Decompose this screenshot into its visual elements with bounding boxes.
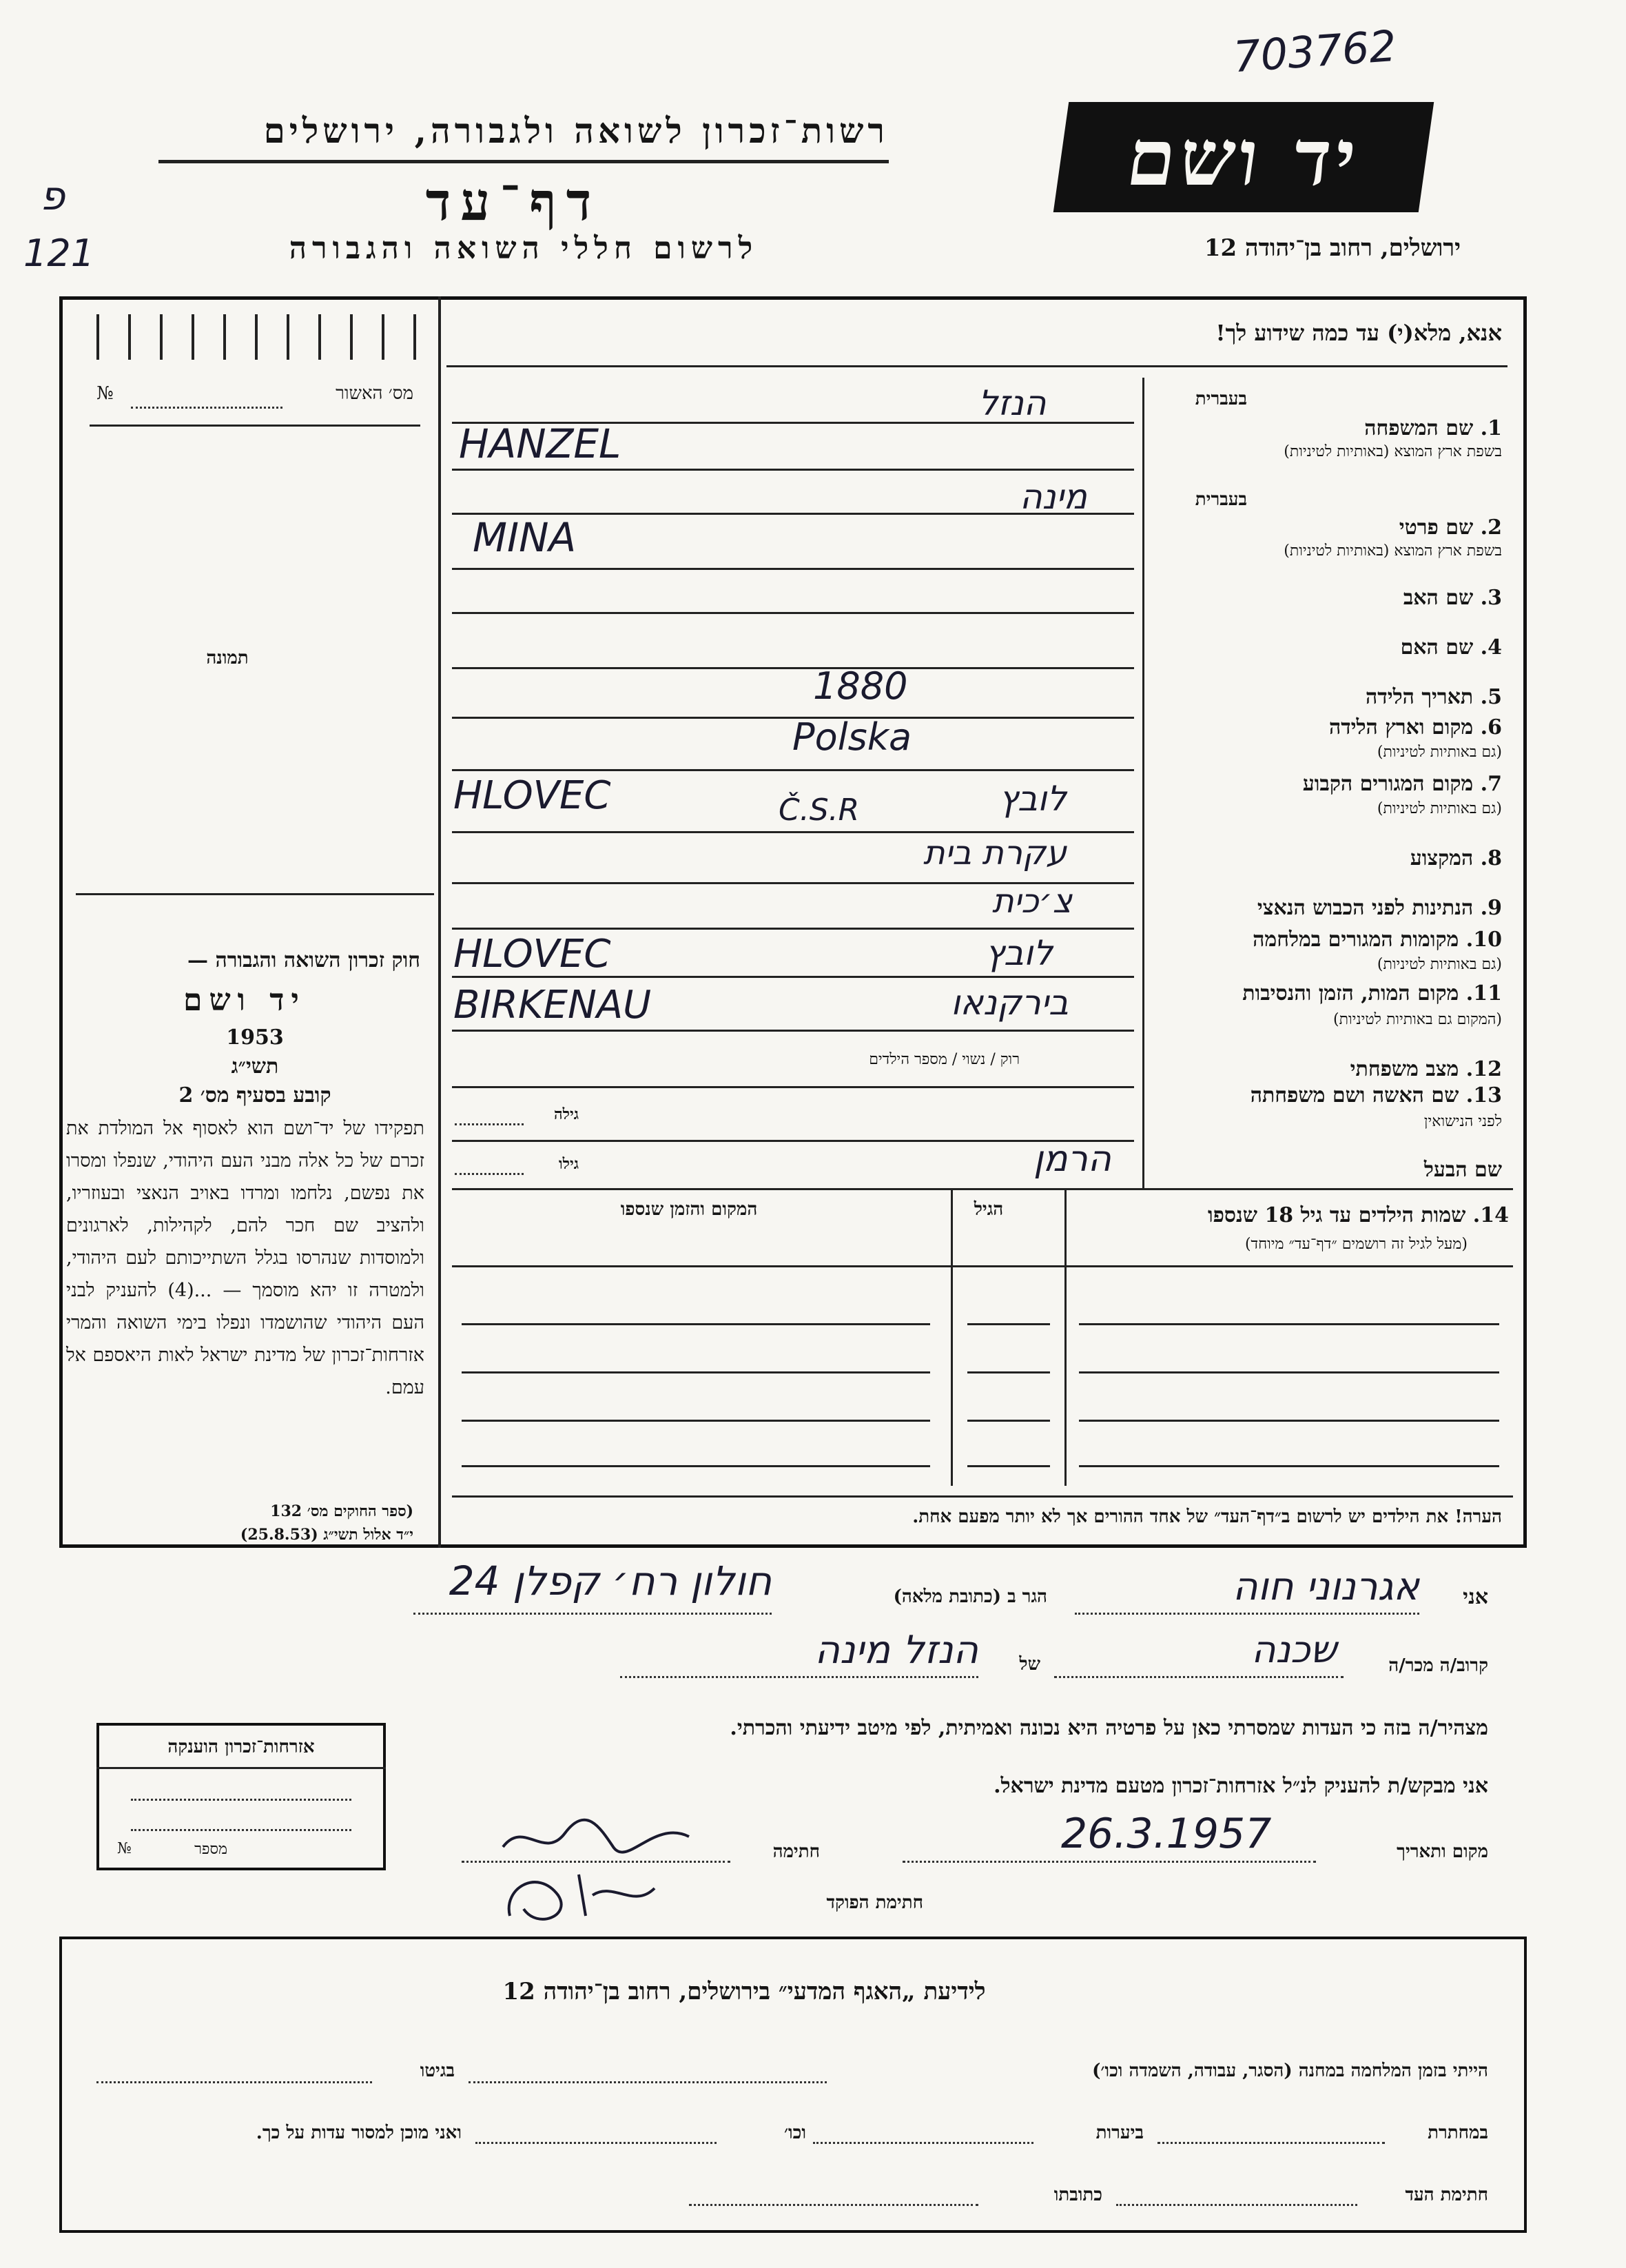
- child-row-line: [462, 1420, 930, 1422]
- footer-dots: [813, 2142, 1033, 2144]
- margin-mark-bottom: 121: [23, 232, 95, 275]
- f14-num: 14.: [1472, 1203, 1509, 1227]
- law-ref-2: י״ד אלול תשי״ג (25.8.53): [240, 1526, 413, 1544]
- citizenship-dots: [131, 1799, 351, 1801]
- value-line: [452, 667, 1134, 669]
- f8-num: 8.: [1480, 846, 1502, 870]
- decl-relative-label: קרוב/ה מכר/ה: [1388, 1655, 1488, 1676]
- f13-label-text: שם האשה ושם משפחתה: [1250, 1083, 1459, 1107]
- children-col-divider: [951, 1189, 953, 1486]
- decl-address: חולון רח׳ קפלן 24: [449, 1557, 772, 1604]
- f7-sub: (גם באותיות לטיניות): [1377, 800, 1502, 817]
- citizenship-title-rule: [96, 1767, 386, 1769]
- decl-officer-label: חתימת הפוקד: [826, 1892, 923, 1913]
- f4-num: 4.: [1480, 635, 1502, 660]
- decl-resident: הגר ב (כתובת מלאה): [893, 1586, 1047, 1607]
- f1-value-lat: HANZEL: [459, 420, 621, 467]
- law-ref-1: (ספר החוקים מס׳ 132: [270, 1502, 413, 1520]
- decl-statement: מצהיר/ה בזה כי העדות שמסרתי כאן על פרטיה היא נכונה ואמיתית, לפי מיטב ידיעתי והכרתי.: [730, 1716, 1488, 1740]
- footer-line1-a: הייתי בזמן המלחמה במחנה (הסגר, עבודה, השמדה וכו׳): [1092, 2061, 1488, 2081]
- f9-value: צ׳כית: [992, 882, 1073, 921]
- f8-value: עקרת בית: [923, 834, 1067, 872]
- value-line: [452, 568, 1134, 570]
- value-line: [452, 831, 1134, 833]
- value-line: [452, 769, 1134, 771]
- f3-num: 3.: [1480, 586, 1502, 610]
- footer-dots: [96, 2081, 372, 2083]
- decl-address-dots: [413, 1613, 772, 1615]
- decl-name-dots: [1075, 1613, 1419, 1615]
- footer-title-text: לידיעת „האגף המדעי״ בירושלים,: [679, 1978, 986, 2005]
- label-column-divider: [1142, 378, 1144, 1188]
- law-section: קובע בסעיף מס׳ 2: [178, 1083, 331, 1107]
- note-top-rule: [452, 1495, 1513, 1498]
- f5-label-text: תאריך הלידה: [1366, 685, 1474, 709]
- f6-num: 6.: [1480, 715, 1502, 739]
- husband-value: הרמן: [1033, 1138, 1111, 1180]
- f4-label-text: שם האם: [1400, 635, 1474, 660]
- child-row-line: [1079, 1465, 1499, 1467]
- f14-label-text: שמות הילדים עד גיל 18 שנספו: [1207, 1203, 1466, 1227]
- value-line: [452, 928, 1134, 930]
- f1-value-heb: הנזל: [978, 383, 1047, 423]
- decl-of-label: של: [1019, 1654, 1040, 1675]
- value-line: [452, 1188, 1513, 1190]
- husband-age-label: גילו: [559, 1155, 579, 1173]
- f2-label-text: שם פרטי: [1399, 515, 1474, 540]
- decl-place-date-label: מקום ותאריך: [1397, 1841, 1488, 1862]
- f1-sub: בשפת ארץ המוצא (באותיות לטיניות): [1284, 443, 1502, 460]
- footer-dots: [475, 2142, 717, 2144]
- decl-of-dots: [620, 1676, 978, 1678]
- footer-line3-b: כתובתו: [1053, 2185, 1102, 2205]
- footer-line1-b: בגיטו: [420, 2061, 455, 2081]
- citizenship-number-sign: №: [117, 1840, 132, 1857]
- law-year-heb: תשי״ג: [231, 1054, 279, 1079]
- decl-relation: שכנה: [1251, 1628, 1337, 1671]
- decl-relation-dots: [1054, 1676, 1344, 1678]
- f2-value-lat: MINA: [473, 514, 577, 561]
- f9-num: 9.: [1480, 896, 1502, 920]
- f1-label: [1157, 416, 1502, 440]
- f11-label-text: מקום המות, הזמן והנסיבות: [1242, 981, 1459, 1005]
- child-row-line: [967, 1420, 1050, 1422]
- f10-value-heb: לובץ: [985, 933, 1053, 973]
- f11-value-lat: BIRKENAU: [453, 983, 652, 1028]
- husband-label: שם הבעל: [1423, 1158, 1502, 1182]
- address: ירושלים, רחוב בן־יהודה 12: [1204, 234, 1461, 262]
- f10-value-lat: HLOVEC: [453, 932, 611, 977]
- f7-num: 7.: [1480, 772, 1502, 796]
- f5-label: [1157, 685, 1502, 709]
- instruction: אנא, מלא(י) עד כמה שידוע לך!: [1215, 320, 1502, 346]
- f13-num: 13.: [1465, 1083, 1502, 1107]
- form-title: דף־עד: [425, 171, 601, 232]
- footer-title: [276, 1978, 1213, 2005]
- f8-label: [1157, 846, 1502, 870]
- f9-label: [1157, 896, 1502, 920]
- f2-sub: בשפת ארץ המוצא (באותיות לטיניות): [1284, 542, 1502, 560]
- decl-signature-label: חתימה: [772, 1841, 820, 1862]
- footer-dots: [1116, 2204, 1357, 2206]
- org-underline: [158, 160, 889, 163]
- children-col-divider: [1064, 1189, 1067, 1486]
- instruction-rule: [446, 365, 1507, 367]
- form-subtitle: לרשום חללי השואה והגבורה: [289, 231, 759, 266]
- f11-sub: (המקום גם באותיות לטיניות): [1333, 1011, 1502, 1028]
- value-line: [452, 1140, 1134, 1142]
- f6-sub: (גם באותיות לטיניות): [1377, 744, 1502, 761]
- decl-ani: אני: [1463, 1585, 1488, 1609]
- org-line: רשות־זכרון לשואה ולגבורה, ירושלים: [263, 110, 889, 151]
- photo-rule: [76, 893, 434, 895]
- citizenship-dots: [131, 1829, 351, 1831]
- child-row-line: [967, 1323, 1050, 1325]
- child-row-line: [462, 1323, 930, 1325]
- col-age-header: הגיל: [974, 1199, 1004, 1220]
- f12-sub: רוק / נשוי / מספר הילדים: [869, 1051, 1020, 1068]
- logo-text: יד ושם: [1121, 113, 1366, 203]
- value-line: [452, 612, 1134, 614]
- footer-dots: [689, 2204, 978, 2206]
- footer-line2-a: במחתרת: [1428, 2123, 1488, 2143]
- footer-line3-a: חתימת העד: [1405, 2185, 1488, 2205]
- husband-age-dots: [455, 1173, 524, 1175]
- f13-label: [1157, 1083, 1502, 1107]
- f10-num: 10.: [1465, 928, 1502, 952]
- f12-num: 12.: [1465, 1057, 1502, 1081]
- f6-label: [1157, 715, 1502, 739]
- f5-value: 1880: [813, 664, 908, 708]
- child-row-line: [1079, 1420, 1499, 1422]
- f13-age-label: גילה: [554, 1105, 579, 1123]
- yad-vashem-logo: [1053, 102, 1434, 212]
- decl-date: 26.3.1957: [1061, 1810, 1272, 1858]
- decl-of-name: הנזל מינה: [814, 1628, 978, 1673]
- decl-request: אני מבקש/ת להעניק לנ״ל אזרחות־זכרון מטעם מדינת ישראל.: [994, 1774, 1488, 1798]
- footer-title-addr: רחוב בן־יהודה 12: [502, 1978, 671, 2005]
- decl-name: אגרנוני חוה: [1233, 1564, 1419, 1609]
- law-title: חוק זכרון השואה והגבורה —: [187, 948, 420, 972]
- child-row-line: [462, 1465, 930, 1467]
- officer-signature: [496, 1854, 675, 1937]
- f14-sub: (מעל לגיל זה רושמים ״דף־עד״ מיוחד): [1244, 1236, 1468, 1253]
- f11-num: 11.: [1465, 981, 1502, 1005]
- f4-label: [1157, 635, 1502, 660]
- f14-label: [1054, 1203, 1509, 1227]
- f2-tag: בעברית: [1195, 489, 1247, 510]
- footer-dots: [469, 2081, 827, 2083]
- f11-value-heb: בירקנאו: [951, 983, 1069, 1023]
- law-year-greg: 1953: [226, 1025, 284, 1050]
- f6-value: Polska: [792, 715, 912, 759]
- f1-tag: בעברית: [1195, 389, 1247, 409]
- f7-label-text: מקום המגורים הקבוע: [1302, 772, 1474, 796]
- f7-value-mid: Č.S.R: [779, 793, 860, 828]
- col-place-header: המקום והזמן שנספו: [620, 1199, 758, 1220]
- footer-line2-c: וכו׳: [783, 2123, 806, 2143]
- child-row-line: [967, 1371, 1050, 1373]
- approval-rule: [90, 425, 420, 427]
- f13-sub: לפני הנישואין: [1423, 1113, 1502, 1130]
- approval-tick-boxes: [96, 314, 420, 360]
- f10-label: [1157, 928, 1502, 952]
- f7-value-heb: לובץ: [999, 779, 1067, 819]
- f2-num: 2.: [1480, 515, 1502, 540]
- f10-label-text: מקומות המגורים במלחמה: [1253, 928, 1459, 952]
- note: הערה! את הילדים יש לרשום ב״דף־העד״ של אחד ההורים אך לא יותר מפעם אחת.: [912, 1506, 1502, 1527]
- f7-value-lat: HLOVEC: [453, 773, 611, 818]
- f5-num: 5.: [1480, 685, 1502, 709]
- f3-label: [1157, 586, 1502, 610]
- f2-value-heb: מינה: [1020, 477, 1087, 517]
- approval-dots: [131, 407, 282, 409]
- footer-line2-b: ביערות: [1095, 2123, 1144, 2143]
- f13-age-dots: [455, 1123, 524, 1125]
- footer-line2-d: ואני מוכן למסור עדות על כך.: [256, 2123, 462, 2143]
- f3-label-text: שם האב: [1403, 586, 1474, 610]
- f12-label-text: מצב משפחתי: [1350, 1057, 1459, 1081]
- citizenship-number-label: מספר: [194, 1841, 227, 1858]
- citizenship-title: אזרחות־זכרון הוענקה: [167, 1737, 315, 1757]
- margin-mark-top: פ: [40, 172, 65, 219]
- child-row-line: [1079, 1323, 1499, 1325]
- value-line: [452, 1086, 1134, 1088]
- child-row-line: [1079, 1371, 1499, 1373]
- f11-label: [1157, 981, 1502, 1005]
- decl-date-dots: [903, 1861, 1316, 1863]
- f10-sub: (גם באותיות לטיניות): [1377, 956, 1502, 973]
- approval-no: №: [96, 383, 114, 404]
- law-text: תפקידו של יד־ושם הוא לאסוף אל המולדת את זכרם של כל אלה מבני העם היהודי, שנפלו ומסרו את נפשם, נלחמו ומרדו באויב הנאצי ובעוזריו, ולהציב שם חכר להם, לקהילות, לארגונים ולמוסדות שנהרסו בגלל השתייכותם לעם היהודי, ולמטרה זו יהא מוסמך — ...(4) להעניק לבני העם היהודי שהושמדו ונפלו בימי השואה והמרי אזרחות־זכרון של מדינת ישראל לאות היאספם אל עמם.: [66, 1118, 424, 1398]
- archive-number: 703762: [1231, 20, 1398, 83]
- f2-label: [1157, 515, 1502, 540]
- value-line: [452, 1030, 1134, 1032]
- side-column-divider: [438, 296, 441, 1548]
- footer-dots: [1157, 2142, 1385, 2144]
- f1-label-text: שם המשפחה: [1364, 416, 1474, 440]
- child-row-line: [462, 1371, 930, 1373]
- photo-label: תמונה: [206, 648, 249, 668]
- f6-label-text: מקום וארץ הלידה: [1328, 715, 1474, 739]
- f9-label-text: הנתינות לפני הכבוש הנאצי: [1257, 896, 1474, 920]
- child-row-line: [967, 1465, 1050, 1467]
- f7-label: [1157, 772, 1502, 796]
- f8-label-text: המקצוע: [1410, 846, 1474, 870]
- f1-num: 1.: [1480, 416, 1502, 440]
- children-header-rule: [452, 1265, 1513, 1267]
- value-line: [452, 469, 1134, 471]
- approval-label: מס׳ האשור: [336, 383, 413, 404]
- f12-label: [1157, 1057, 1502, 1081]
- law-name: יד ושם: [183, 983, 306, 1018]
